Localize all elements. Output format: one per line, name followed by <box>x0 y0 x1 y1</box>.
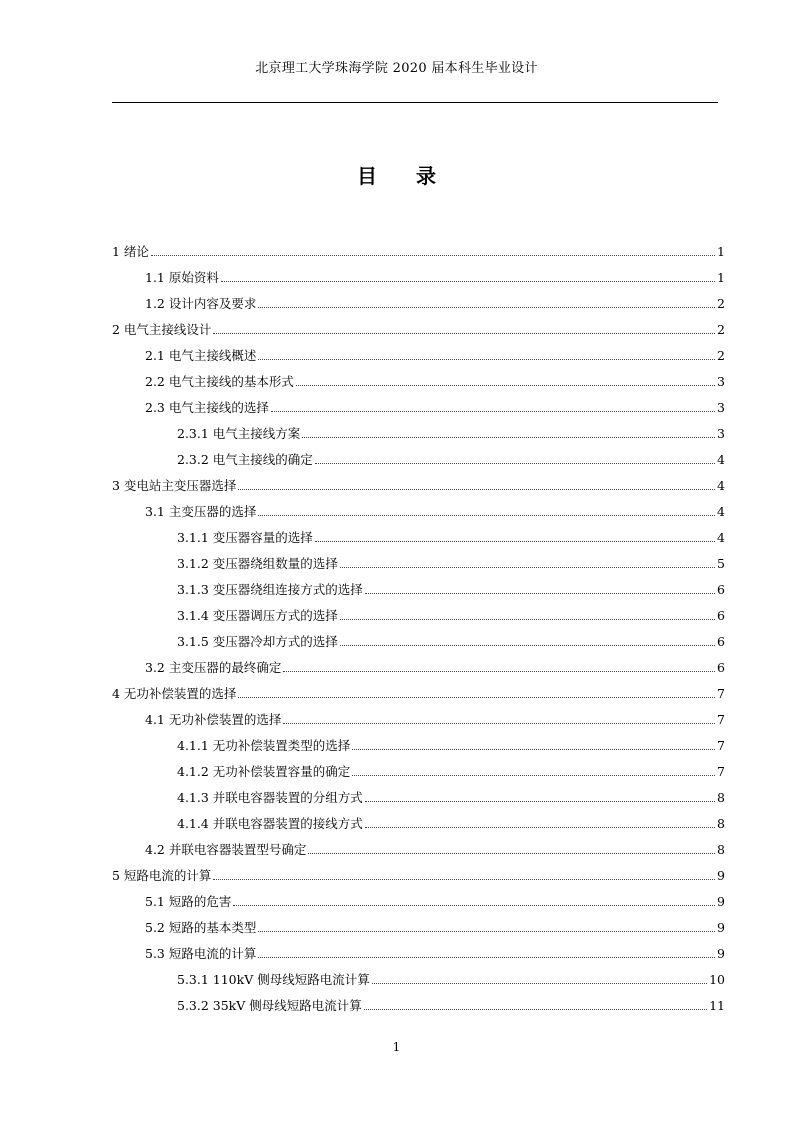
toc-leader-dots <box>271 411 715 412</box>
toc-entry-title: 5.3.1 110kV 侧母线短路电流计算 <box>177 972 370 987</box>
toc-entry-title: 3.1.5 变压器冷却方式的选择 <box>177 634 338 649</box>
toc-leader-dots <box>258 307 715 308</box>
toc-entry-page: 7 <box>717 764 725 779</box>
toc-entry-page: 4 <box>717 504 725 519</box>
toc-entry-page: 9 <box>717 920 725 935</box>
toc-entry-title: 2 电气主接线设计 <box>112 322 212 337</box>
toc-entry-page: 4 <box>717 530 725 545</box>
toc-entry[interactable] <box>177 580 725 598</box>
toc-leader-dots <box>258 957 715 958</box>
toc-entry-title: 4.1 无功补偿装置的选择 <box>145 712 282 727</box>
toc-entry-title: 3.2 主变压器的最终确定 <box>145 660 282 675</box>
toc-entry[interactable] <box>177 424 725 442</box>
toc-leader-dots <box>213 333 715 334</box>
toc-entry-title: 5.3.2 35kV 侧母线短路电流计算 <box>177 998 362 1013</box>
toc-entry-title: 3.1.3 变压器绕组连接方式的选择 <box>177 582 363 597</box>
toc-entry-page: 2 <box>717 348 725 363</box>
toc-leader-dots <box>352 775 715 776</box>
toc-entry-page: 2 <box>717 296 725 311</box>
toc-entry-page: 3 <box>717 374 725 389</box>
toc-leader-dots <box>302 437 715 438</box>
toc-entry-title: 5 短路电流的计算 <box>112 868 212 883</box>
toc-leader-dots <box>340 619 715 620</box>
toc-entry[interactable] <box>177 996 725 1014</box>
toc-entry[interactable] <box>177 606 725 624</box>
toc-entry[interactable] <box>112 684 725 702</box>
toc-entry[interactable] <box>177 554 725 572</box>
toc-entry[interactable] <box>112 866 725 884</box>
toc-leader-dots <box>258 359 715 360</box>
toc-entry-page: 5 <box>717 556 725 571</box>
toc-entry-title: 4.1.1 无功补偿装置类型的选择 <box>177 738 351 753</box>
toc-entry[interactable] <box>145 918 725 936</box>
toc-entry-title: 5.3 短路电流的计算 <box>145 946 257 961</box>
toc-entry-title: 4 无功补偿装置的选择 <box>112 686 237 701</box>
toc-entry-title: 3.1 主变压器的选择 <box>145 504 257 519</box>
toc-entry[interactable] <box>177 814 725 832</box>
toc-entry[interactable] <box>145 502 725 520</box>
toc-entry-page: 8 <box>717 790 725 805</box>
toc-leader-dots <box>213 879 715 880</box>
toc-entry-title: 1.2 设计内容及要求 <box>145 296 257 311</box>
toc-entry[interactable] <box>177 528 725 546</box>
toc-entry-page: 4 <box>717 452 725 467</box>
toc-entry-title: 3 变电站主变压器选择 <box>112 478 237 493</box>
running-header: 北京理工大学珠海学院 2020 届本科生毕业设计 <box>255 61 538 76</box>
toc-entry[interactable] <box>177 632 725 650</box>
toc-entry-page: 4 <box>717 478 725 493</box>
toc-entry[interactable] <box>112 242 725 260</box>
toc-entry-title: 5.1 短路的危害 <box>145 894 232 909</box>
toc-leader-dots <box>151 255 715 256</box>
toc-leader-dots <box>258 515 715 516</box>
toc-entry[interactable] <box>145 398 725 416</box>
toc-leader-dots <box>221 281 715 282</box>
toc-entry[interactable] <box>145 944 725 962</box>
toc-leader-dots <box>258 931 715 932</box>
toc-entry-page: 9 <box>717 868 725 883</box>
toc-entry-page: 11 <box>709 998 725 1013</box>
toc-entry[interactable] <box>145 294 725 312</box>
toc-entry[interactable] <box>112 476 725 494</box>
toc-entry-page: 9 <box>717 894 725 909</box>
toc-entry-title: 2.3 电气主接线的选择 <box>145 400 269 415</box>
toc-entry-page: 1 <box>717 270 725 285</box>
toc-entry[interactable] <box>177 736 725 754</box>
toc-entry-title: 4.2 并联电容器装置型号确定 <box>145 842 307 857</box>
toc-entry-page: 2 <box>717 322 725 337</box>
toc-leader-dots <box>238 489 715 490</box>
toc-entry-page: 6 <box>717 660 725 675</box>
toc-entry-page: 9 <box>717 946 725 961</box>
toc-title: 目 录 <box>357 164 452 188</box>
toc-entry-page: 7 <box>717 738 725 753</box>
toc-entry-title: 1.1 原始资料 <box>145 270 219 285</box>
toc-entry-title: 4.1.3 并联电容器装置的分组方式 <box>177 790 363 805</box>
toc-entry[interactable] <box>177 970 725 988</box>
toc-entry-page: 3 <box>717 426 725 441</box>
toc-entry-page: 6 <box>717 582 725 597</box>
toc-leader-dots <box>352 749 715 750</box>
header-rule <box>112 102 718 103</box>
toc-entry-page: 8 <box>717 816 725 831</box>
toc-leader-dots <box>365 593 715 594</box>
toc-entry-title: 3.1.1 变压器容量的选择 <box>177 530 313 545</box>
toc-entry[interactable] <box>177 450 725 468</box>
toc-entry-page: 6 <box>717 608 725 623</box>
toc-entry-title: 3.1.2 变压器绕组数量的选择 <box>177 556 338 571</box>
toc-entry[interactable] <box>177 762 725 780</box>
toc-entry-title: 2.3.2 电气主接线的确定 <box>177 452 313 467</box>
toc-entry-title: 4.1.2 无功补偿装置容量的确定 <box>177 764 351 779</box>
toc-entry[interactable] <box>177 788 725 806</box>
toc-entry-title: 3.1.4 变压器调压方式的选择 <box>177 608 338 623</box>
toc-leader-dots <box>296 385 715 386</box>
toc-leader-dots <box>238 697 715 698</box>
toc-entry-page: 7 <box>717 686 725 701</box>
toc-entry-title: 1 绪论 <box>112 244 149 259</box>
toc-leader-dots <box>372 983 707 984</box>
toc-entry[interactable] <box>112 320 725 338</box>
toc-leader-dots <box>315 541 715 542</box>
toc-entry[interactable] <box>145 346 725 364</box>
toc-entry[interactable] <box>145 658 725 676</box>
toc-leader-dots <box>364 1009 707 1010</box>
toc-leader-dots <box>283 723 715 724</box>
toc-leader-dots <box>340 567 715 568</box>
toc-entry-page: 3 <box>717 400 725 415</box>
toc-entry-title: 4.1.4 并联电容器装置的接线方式 <box>177 816 363 831</box>
toc-entry[interactable] <box>145 840 725 858</box>
toc-leader-dots <box>233 905 715 906</box>
toc-leader-dots <box>315 463 715 464</box>
toc-leader-dots <box>283 671 715 672</box>
toc-entry-page: 6 <box>717 634 725 649</box>
toc-entry-title: 5.2 短路的基本类型 <box>145 920 257 935</box>
toc-entry-page: 7 <box>717 712 725 727</box>
toc-entry-page: 10 <box>709 972 725 987</box>
toc-entry-title: 2.2 电气主接线的基本形式 <box>145 374 294 389</box>
toc-entry-page: 8 <box>717 842 725 857</box>
toc-entry-title: 2.3.1 电气主接线方案 <box>177 426 301 441</box>
toc-leader-dots <box>365 801 715 802</box>
toc-entry[interactable] <box>145 268 725 286</box>
page-number: 1 <box>392 1040 401 1054</box>
toc-entry[interactable] <box>145 710 725 728</box>
toc-entry-page: 1 <box>717 244 725 259</box>
toc-entry[interactable] <box>145 372 725 390</box>
toc-entry-title: 2.1 电气主接线概述 <box>145 348 257 363</box>
toc-leader-dots <box>308 853 715 854</box>
toc-entry[interactable] <box>145 892 725 910</box>
toc-leader-dots <box>365 827 715 828</box>
toc-leader-dots <box>340 645 715 646</box>
